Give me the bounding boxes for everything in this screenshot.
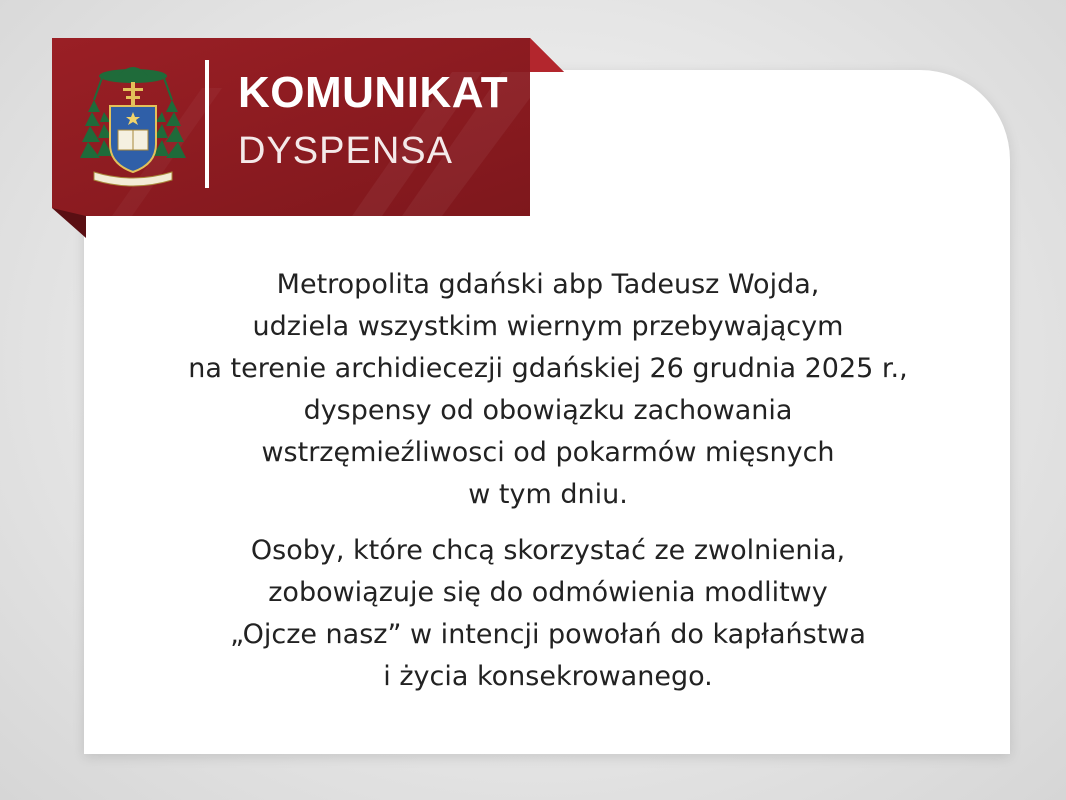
announcement-text bbox=[100, 264, 996, 698]
header-banner bbox=[52, 38, 564, 238]
text-line: w tym dniu. bbox=[468, 479, 628, 510]
text-line: zobowiązuje się do odmówienia modlitwy bbox=[268, 577, 828, 608]
text-line: wstrzęmieźliwosci od pokarmów mięsnych bbox=[261, 437, 835, 468]
text-line: „Ojcze nasz” w intencji powołań do kapłaństwa bbox=[230, 619, 866, 650]
paragraph-dispensation bbox=[100, 264, 996, 516]
text-line: Metropolita gdański abp Tadeusz Wojda, bbox=[276, 269, 820, 300]
paragraph-prayer-obligation bbox=[100, 530, 996, 698]
banner-title: KOMUNIKAT bbox=[238, 68, 509, 117]
text-line: na terenie archidiecezji gdańskiej 26 grudnia 2025 r., bbox=[188, 353, 908, 384]
text-line: i życia konsekrowanego. bbox=[383, 661, 713, 692]
text-line: Osoby, które chcą skorzystać ze zwolnienia, bbox=[250, 535, 846, 566]
text-line: dyspensy od obowiązku zachowania bbox=[303, 395, 793, 426]
banner-subtitle: DYSPENSA bbox=[238, 130, 453, 172]
banner-divider bbox=[205, 60, 209, 188]
coat-of-arms-icon bbox=[80, 60, 186, 192]
text-line: udziela wszystkim wiernym przebywającym bbox=[252, 311, 844, 342]
